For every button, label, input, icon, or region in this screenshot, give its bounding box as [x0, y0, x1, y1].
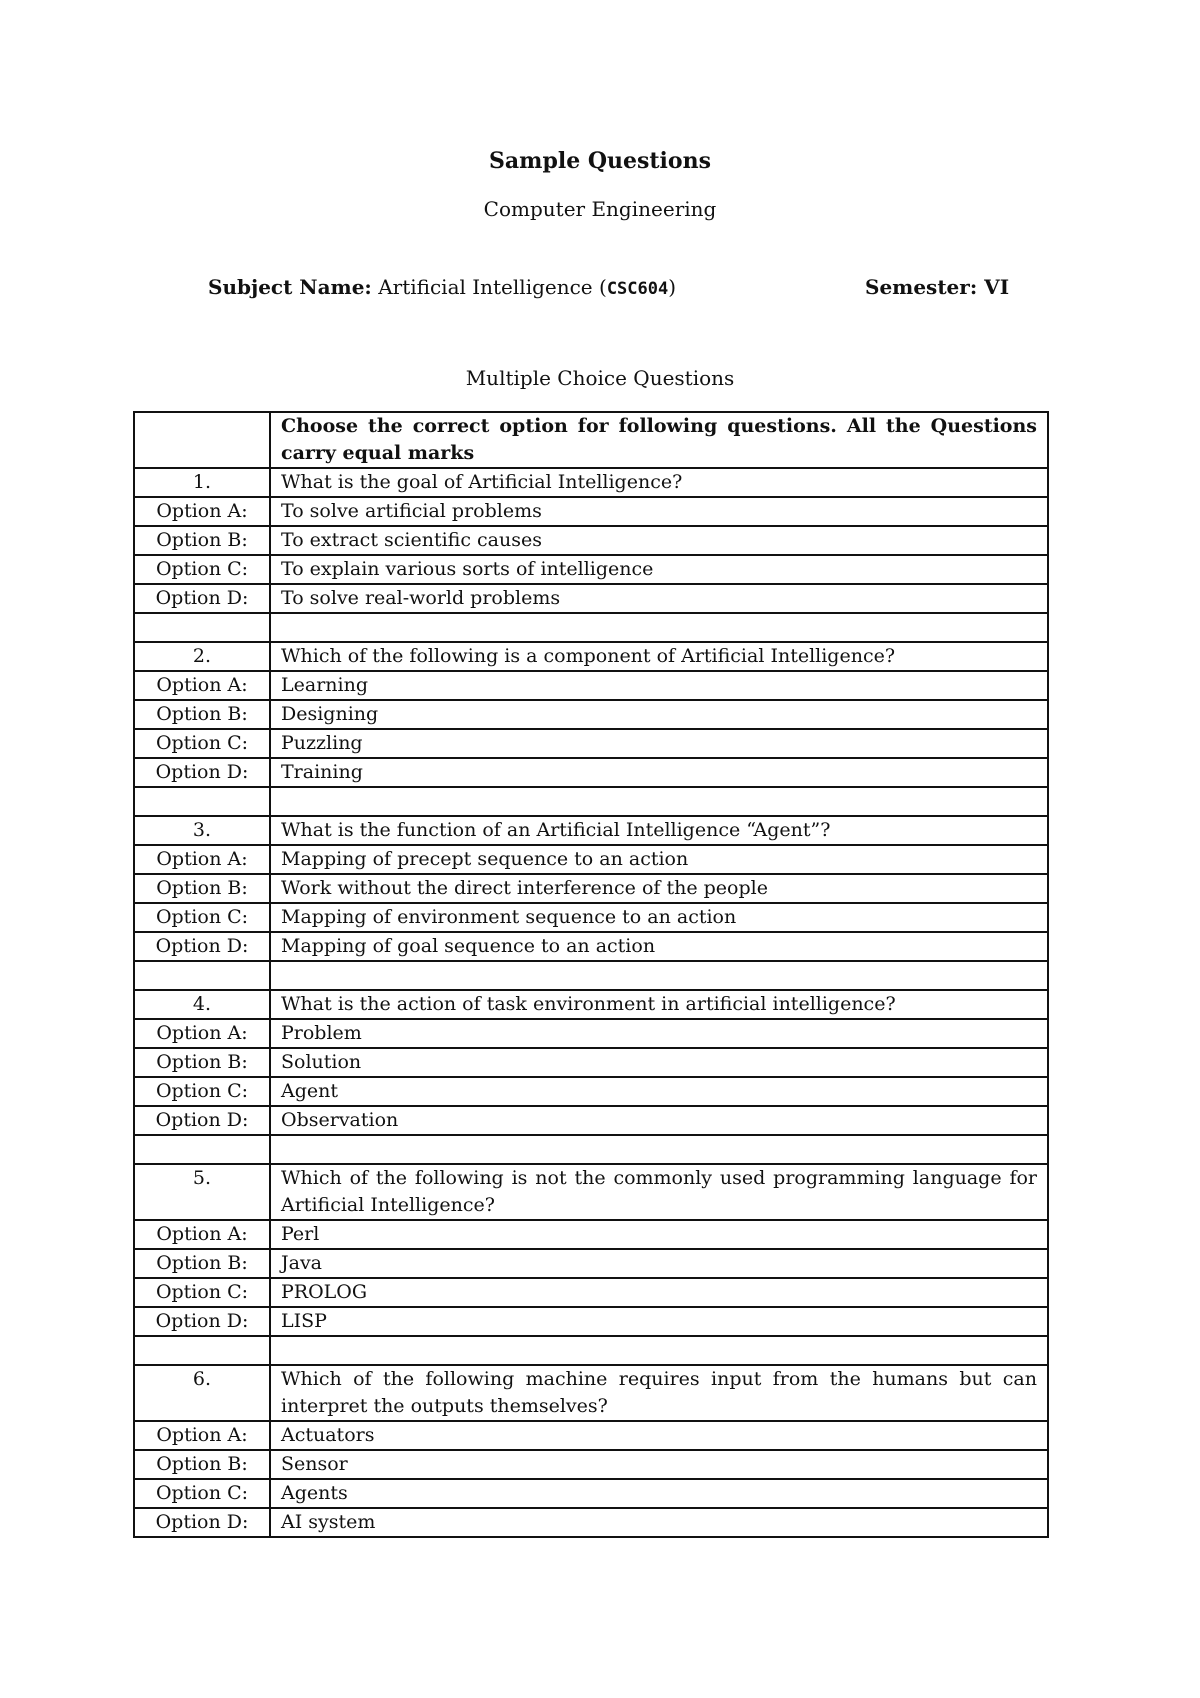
- document-title: Sample Questions: [489, 148, 711, 174]
- department-name: Computer Engineering: [483, 197, 717, 221]
- spacer-row: [134, 787, 1048, 816]
- option-row: [134, 1106, 1048, 1135]
- questions-table-body: [134, 412, 1048, 1537]
- question-text: What is the goal of Artificial Intelligence?: [270, 468, 1048, 497]
- option-text: Actuators: [270, 1421, 1048, 1450]
- semester-line: [865, 275, 1009, 299]
- spacer-cell: [134, 961, 270, 990]
- question-number: 2.: [134, 642, 270, 671]
- option-text: Java: [270, 1249, 1048, 1278]
- option-text: Designing: [270, 700, 1048, 729]
- spacer-row: [134, 1135, 1048, 1164]
- question-number: 6.: [134, 1365, 270, 1421]
- option-label: Option B:: [134, 1249, 270, 1278]
- subject-close: ): [668, 275, 677, 299]
- question-row: [134, 1365, 1048, 1421]
- option-row: [134, 1450, 1048, 1479]
- option-text: PROLOG: [270, 1278, 1048, 1307]
- option-row: [134, 700, 1048, 729]
- option-row: [134, 1077, 1048, 1106]
- instructions-number-cell: [134, 412, 270, 468]
- question-row: [134, 1164, 1048, 1220]
- question-number: 5.: [134, 1164, 270, 1220]
- spacer-row: [134, 1336, 1048, 1365]
- option-row: [134, 874, 1048, 903]
- option-label: Option A:: [134, 845, 270, 874]
- spacer-cell: [270, 1135, 1048, 1164]
- question-number: 4.: [134, 990, 270, 1019]
- option-label: Option A:: [134, 671, 270, 700]
- option-label: Option D:: [134, 1307, 270, 1336]
- option-row: [134, 1307, 1048, 1336]
- spacer-cell: [134, 1135, 270, 1164]
- question-row: [134, 816, 1048, 845]
- option-row: [134, 584, 1048, 613]
- option-label: Option A:: [134, 1220, 270, 1249]
- option-row: [134, 497, 1048, 526]
- spacer-cell: [270, 1336, 1048, 1365]
- option-row: [134, 671, 1048, 700]
- subject-label: Subject Name:: [208, 275, 372, 299]
- option-text: Observation: [270, 1106, 1048, 1135]
- option-text: To explain various sorts of intelligence: [270, 555, 1048, 584]
- option-label: Option A:: [134, 1421, 270, 1450]
- spacer-cell: [270, 961, 1048, 990]
- option-label: Option D:: [134, 758, 270, 787]
- spacer-row: [134, 961, 1048, 990]
- option-row: [134, 845, 1048, 874]
- option-label: Option C:: [134, 1278, 270, 1307]
- question-text: Which of the following machine requires input from the humans but can interpret the outputs themselves?: [270, 1365, 1048, 1421]
- question-text: What is the function of an Artificial Intelligence “Agent”?: [270, 816, 1048, 845]
- semester-label: Semester:: [865, 275, 978, 299]
- option-text: Problem: [270, 1019, 1048, 1048]
- question-number: 1.: [134, 468, 270, 497]
- option-label: Option C:: [134, 555, 270, 584]
- spacer-cell: [270, 787, 1048, 816]
- question-row: [134, 468, 1048, 497]
- option-text: Training: [270, 758, 1048, 787]
- question-text: Which of the following is not the commonly used programming language for Artificial Intelligence?: [270, 1164, 1048, 1220]
- option-text: Sensor: [270, 1450, 1048, 1479]
- option-label: Option B:: [134, 1450, 270, 1479]
- question-number: 3.: [134, 816, 270, 845]
- option-label: Option B:: [134, 700, 270, 729]
- option-row: [134, 729, 1048, 758]
- question-row: [134, 642, 1048, 671]
- option-row: [134, 1479, 1048, 1508]
- option-text: Perl: [270, 1220, 1048, 1249]
- option-text: To extract scientific causes: [270, 526, 1048, 555]
- instructions-row: [134, 412, 1048, 468]
- option-row: [134, 1249, 1048, 1278]
- spacer-cell: [134, 613, 270, 642]
- option-row: [134, 1220, 1048, 1249]
- option-row: [134, 903, 1048, 932]
- spacer-row: [134, 613, 1048, 642]
- spacer-cell: [134, 787, 270, 816]
- question-text: Which of the following is a component of Artificial Intelligence?: [270, 642, 1048, 671]
- questions-table: [133, 411, 1049, 1538]
- option-text: To solve real-world problems: [270, 584, 1048, 613]
- subject-line: [208, 275, 676, 299]
- option-label: Option B:: [134, 874, 270, 903]
- option-row: [134, 758, 1048, 787]
- option-text: AI system: [270, 1508, 1048, 1537]
- option-row: [134, 1048, 1048, 1077]
- option-text: Mapping of goal sequence to an action: [270, 932, 1048, 961]
- option-label: Option C:: [134, 903, 270, 932]
- option-row: [134, 1508, 1048, 1537]
- option-text: Solution: [270, 1048, 1048, 1077]
- option-text: Mapping of environment sequence to an action: [270, 903, 1048, 932]
- option-text: LISP: [270, 1307, 1048, 1336]
- option-text: To solve artificial problems: [270, 497, 1048, 526]
- option-label: Option D:: [134, 584, 270, 613]
- option-label: Option B:: [134, 526, 270, 555]
- option-text: Agent: [270, 1077, 1048, 1106]
- subject-code: CSC604: [606, 279, 669, 299]
- option-label: Option B:: [134, 1048, 270, 1077]
- option-row: [134, 932, 1048, 961]
- option-text: Learning: [270, 671, 1048, 700]
- option-row: [134, 526, 1048, 555]
- option-text: Agents: [270, 1479, 1048, 1508]
- question-text: What is the action of task environment in artificial intelligence?: [270, 990, 1048, 1019]
- option-row: [134, 1019, 1048, 1048]
- option-label: Option D:: [134, 932, 270, 961]
- option-text: Work without the direct interference of the people: [270, 874, 1048, 903]
- spacer-cell: [270, 613, 1048, 642]
- section-heading: Multiple Choice Questions: [465, 366, 735, 390]
- spacer-cell: [134, 1336, 270, 1365]
- option-text: Mapping of precept sequence to an action: [270, 845, 1048, 874]
- option-text: Puzzling: [270, 729, 1048, 758]
- option-label: Option D:: [134, 1106, 270, 1135]
- option-label: Option D:: [134, 1508, 270, 1537]
- subject-name: Artificial Intelligence (: [378, 275, 607, 299]
- option-row: [134, 1278, 1048, 1307]
- semester-value: VI: [984, 275, 1010, 299]
- option-row: [134, 555, 1048, 584]
- option-row: [134, 1421, 1048, 1450]
- question-row: [134, 990, 1048, 1019]
- option-label: Option A:: [134, 497, 270, 526]
- option-label: Option C:: [134, 1077, 270, 1106]
- instructions-text: Choose the correct option for following questions. All the Questions carry equal marks: [270, 412, 1048, 468]
- option-label: Option A:: [134, 1019, 270, 1048]
- option-label: Option C:: [134, 1479, 270, 1508]
- option-label: Option C:: [134, 729, 270, 758]
